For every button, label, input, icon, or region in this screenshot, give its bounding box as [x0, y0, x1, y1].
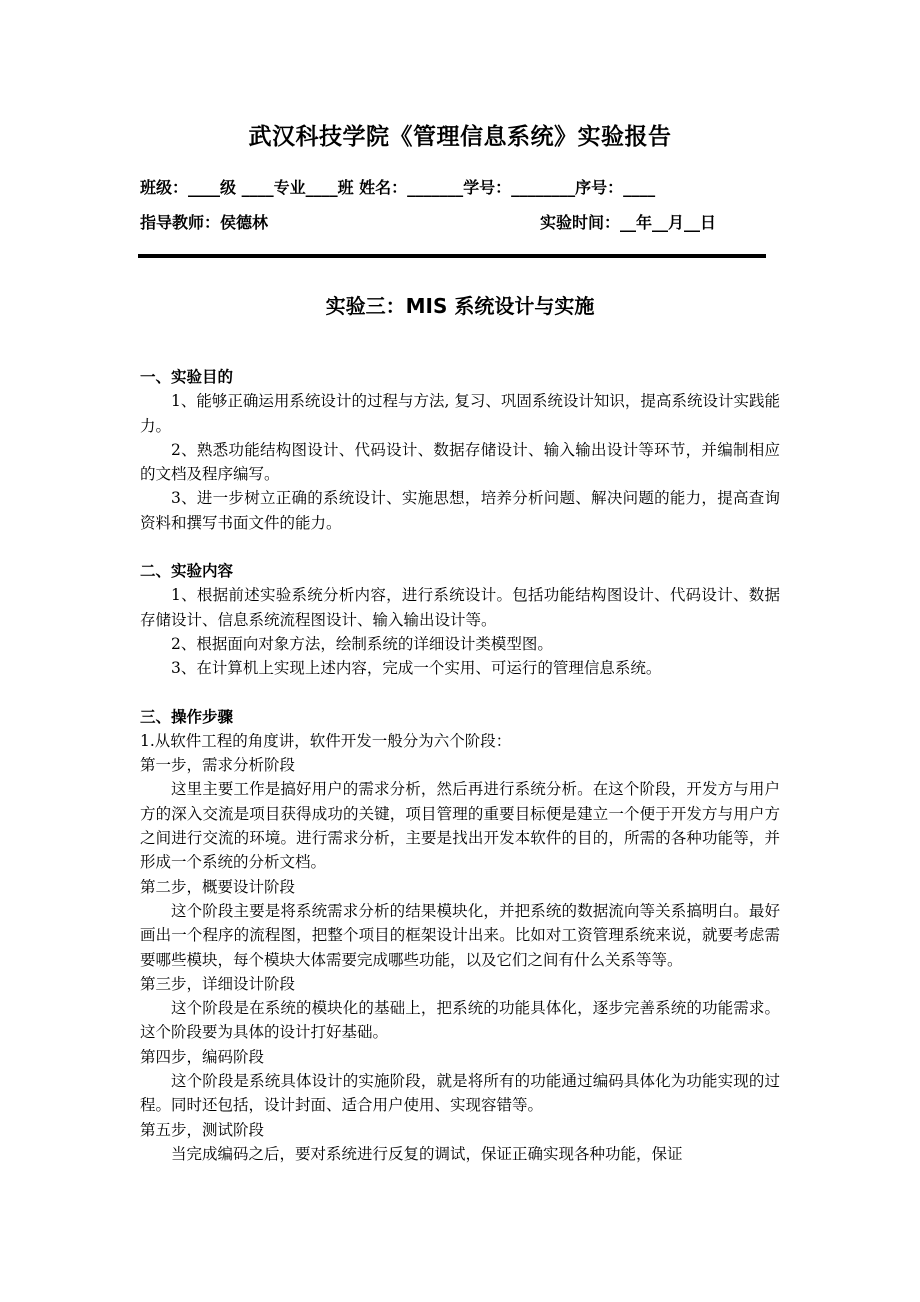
steps-intro: 1.从软件工程的角度讲，软件开发一般分为六个阶段： [140, 731, 512, 750]
section-heading-steps: 三、操作步骤 [140, 707, 234, 726]
purpose-item: 2、熟悉功能结构图设计、代码设计、数据存储设计、输入输出设计等环节，并编制相应的文档及程序编写。 [140, 440, 780, 484]
report-title: 武汉科技学院《管理信息系统》实验报告 [248, 124, 672, 150]
report-body [140, 365, 780, 1166]
student-info-line: 班级：____级 ____专业____班 姓名：_______学号：________序号：____ [140, 178, 656, 197]
content-item: 2、根据面向对象方法，绘制系统的详细设计类模型图。 [171, 634, 553, 653]
stage-text: 这个阶段是在系统的模块化的基础上，把系统的功能具体化，逐步完善系统的功能需求。这个阶段要为具体的设计打好基础。 [140, 999, 780, 1042]
stage-label: 第五步，测试阶段 [140, 1120, 265, 1139]
teacher-line: 指导教师：侯德林 [140, 213, 269, 232]
purpose-item: 1、能够正确运用系统设计的过程与方法, 复习、巩固系统设计知识，提高系统设计实践能力。 [140, 392, 780, 435]
content-item: 1、根据前述实验系统分析内容，进行系统设计。包括功能结构图设计、代码设计、数据存储设计、信息系统流程图设计、输入输出设计等。 [140, 586, 780, 629]
section-heading-content: 二、实验内容 [140, 562, 234, 581]
stage-text: 这个阶段是系统具体设计的实施阶段，就是将所有的功能通过编码具体化为功能实现的过程。同时还包括，设计封面、适合用户使用、实现容错等。 [140, 1072, 780, 1115]
content-item: 3、在计算机上实现上述内容，完成一个实用、可运行的管理信息系统。 [171, 659, 662, 678]
purpose-item: 3、进一步树立正确的系统设计、实施思想，培养分析问题、解决问题的能力，提高查询资料和撰写书面文件的能力。 [140, 489, 780, 532]
stage-label: 第一步，需求分析阶段 [140, 756, 296, 775]
section-heading-purpose: 一、实验目的 [140, 368, 234, 386]
stage-label: 第四步，编码阶段 [140, 1047, 265, 1066]
stage-text: 这个阶段主要是将系统需求分析的结果模块化，并把系统的数据流向等关系搞明白。最好画出一个程序的流程图，把整个项目的框架设计出来。比如对工资管理系统来说，就要考虑需要哪些模块，每个模块大体需要完成哪些功能，以及它们之间有什么关系等等。 [140, 901, 780, 969]
experiment-time: 实验时间：__年__月__日 [540, 213, 717, 232]
experiment-title: 实验三：MIS 系统设计与实施 [325, 294, 595, 318]
stage-label: 第三步，详细设计阶段 [140, 974, 296, 993]
stage-label: 第二步，概要设计阶段 [140, 877, 296, 896]
stage-text: 这里主要工作是搞好用户的需求分析，然后再进行系统分析。在这个阶段，开发方与用户方的深入交流是项目获得成功的关键，项目管理的重要目标便是建立一个便于开发方与用户方之间进行交流的环境。进行需求分析，主要是找出开发本软件的目的，所需的各种功能等，并形成一个系统的分析文档。 [140, 780, 780, 872]
header-divider [138, 254, 766, 258]
stage-text: 当完成编码之后，要对系统进行反复的调试，保证正确实现各种功能，保证 [171, 1144, 683, 1163]
